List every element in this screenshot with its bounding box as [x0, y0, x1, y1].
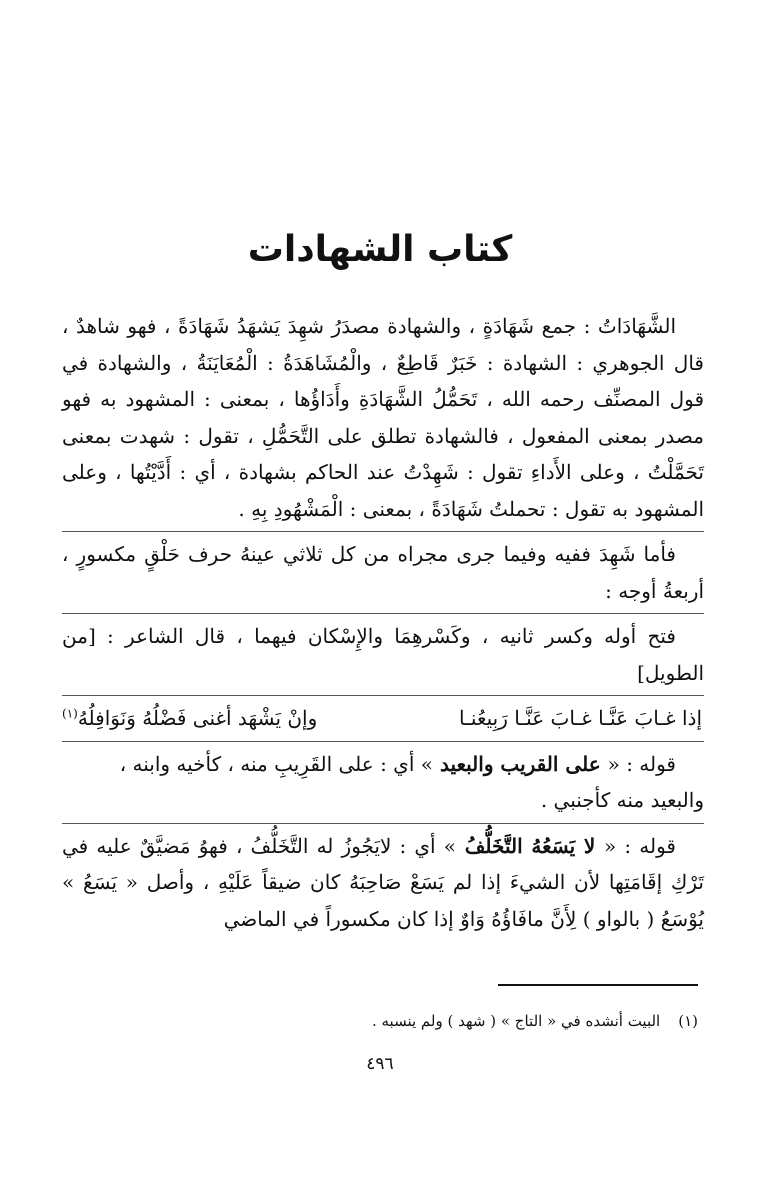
verse-hemistich-second: وإنْ يَشْهَد أغنى فَضْلُهُ وَنَوَافِلُهُ — [77, 706, 318, 730]
quote-explanation: » أي : لايَجُوزُ له التَّخَلُّفُ ، فهوُ مَضيَّقٌ عليه في تَرْكِ إقَامَتِها لأن الشيءَ إذا لم يَسَعْ صَاحِبَهُ كان ضيقاً عَلَيْهِ ، وأصل « يَسَعُ » يُوْسَعُ ( بالواو ) لِأَنَّ مافَاؤُهُ وَاوٌ إذا كان مكسوراً في الماضي — [62, 833, 704, 931]
paragraph-divider — [62, 741, 704, 742]
paragraph-divider — [62, 695, 704, 696]
quote-bold-phrase: على القريب والبعيد — [432, 751, 608, 776]
quote-lead: قوله : « — [604, 833, 676, 858]
paragraph-poet: فتح أوله وكسر ثانيه ، وكَسْرهِمَا والإِسْكان فيهما ، قال الشاعر : [من الطويل] — [62, 624, 704, 685]
footnote-marker: (١) — [62, 706, 78, 721]
quote-lead: قوله : « — [607, 751, 676, 776]
quote-explanation: » أي : على القَرِيبِ منه ، كأخيه وابنه ، — [119, 751, 433, 776]
quote-bold-phrase: لا يَسَعُهُ التَّخَلُّفُ — [455, 833, 605, 858]
paragraph-forms: فأما شَهِدَ ففيه وفيما جرى مجراه من كل ثلاثي عينهُ حرف حَلْقٍ مكسورٍ ، أربعةُ أوجه : — [62, 542, 704, 603]
verse-hemistich-first: إذا غـابَ عَنَّـا غـابَ عَنَّـا رَبِيعُنـا — [458, 706, 702, 730]
verse-hemistich-second-wrap — [62, 700, 317, 737]
footnote-text: البيت أنشده في « التاج » ( شهد ) ولم ينسبه . — [371, 1012, 661, 1030]
paragraph-divider — [62, 613, 704, 614]
footnote-separator — [498, 984, 698, 986]
footnote — [98, 1010, 698, 1032]
page-number: ٤٩٦ — [366, 1054, 394, 1074]
body-text — [62, 308, 704, 937]
paragraph-quote-continuation: والبعيد منه كأجنبي . — [540, 788, 704, 812]
chapter-title: كتاب الشهادات — [247, 229, 513, 270]
paragraph-definition: الشَّهَادَاتُ : جمع شَهَادَةٍ ، والشهادة مصدَرُ شهِدَ يَشهَدُ شَهَادَةً ، فهو شاهدٌ ، قال الجوهري : الشهادة : خَبَرٌ قَاطِعٌ ، والْمُشَاهَدَةُ : الْمُعَايَنَةُ ، والشهادة في قول المصنِّف رحمه الله ، تَحَمُّلُ الشَّهَادَةِ وأَدَاؤُها ، بمعنى : المشهود به فهو مصدر بمعنى المفعول ، فالشهادة تطلق على التَّحَمُّلِ ، تقول : شهدت بمعنى تَحَمَّلْتُ ، وعلى الأَداءِ تقول : شَهِدْتُ عند الحاكم بشهادة ، أي : أَدَّيْتُها ، وعلى المشهود به تقول : تحملتُ شَهَادَةً ، بمعنى : الْمَشْهُودِ بِهِ . — [62, 314, 704, 521]
paragraph-divider — [62, 531, 704, 532]
paragraph-divider — [62, 823, 704, 824]
poetry-verse — [62, 700, 704, 737]
paragraph-quote-lagging — [62, 828, 704, 938]
footnote-number: (١) — [678, 1012, 698, 1030]
paragraph-quote-near-far — [62, 746, 704, 783]
